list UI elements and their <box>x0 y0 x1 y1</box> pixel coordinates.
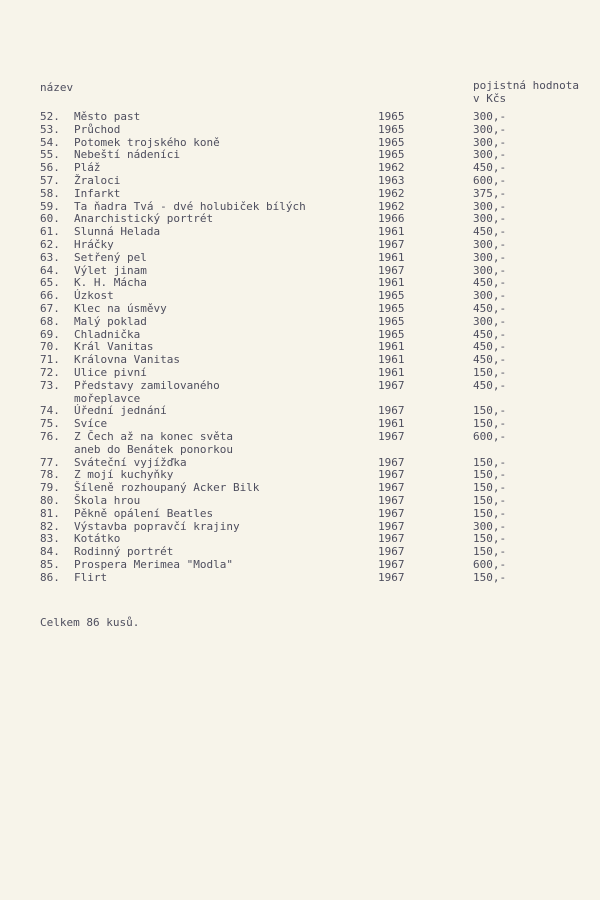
list-item <box>40 546 600 559</box>
item-number: 85. <box>40 557 60 571</box>
item-year: 1967 <box>378 237 405 251</box>
item-price: 150,- <box>473 455 507 469</box>
item-price: 150,- <box>473 404 507 418</box>
column-header-value-line1: pojistná hodnota <box>473 79 579 92</box>
item-number: 75. <box>40 417 60 431</box>
list-item <box>40 175 600 188</box>
item-price: 300,- <box>473 237 507 251</box>
item-year: 1965 <box>378 122 405 136</box>
item-year: 1967 <box>378 378 405 392</box>
list-item <box>40 277 600 290</box>
item-price: 150,- <box>473 417 507 431</box>
item-price: 300,- <box>473 148 507 162</box>
item-year: 1961 <box>378 340 405 354</box>
item-price: 600,- <box>473 173 507 187</box>
item-year: 1965 <box>378 289 405 303</box>
item-price: 300,- <box>473 314 507 328</box>
item-year: 1967 <box>378 532 405 546</box>
item-title: Setřený pel <box>74 250 147 264</box>
item-price: 450,- <box>473 301 507 315</box>
list-item <box>40 111 600 124</box>
item-year: 1967 <box>378 263 405 277</box>
item-title: Svíce <box>74 417 108 431</box>
item-year: 1962 <box>378 199 405 213</box>
item-price: 450,- <box>473 161 507 175</box>
item-title: Z Čech až na konec světa aneb do Benátek ponorkou <box>74 429 233 456</box>
item-title: Úřední jednání <box>74 404 167 418</box>
list-item <box>40 418 600 431</box>
item-number: 53. <box>40 122 60 136</box>
item-price: 300,- <box>473 122 507 136</box>
list-item <box>40 559 600 572</box>
item-number: 55. <box>40 148 60 162</box>
item-price: 300,- <box>473 212 507 226</box>
item-title: Město past <box>74 110 141 123</box>
column-header-value <box>473 80 579 106</box>
item-year: 1961 <box>378 250 405 264</box>
list-item <box>40 303 600 316</box>
item-price: 150,- <box>473 570 507 584</box>
item-number: 60. <box>40 212 60 226</box>
list-item <box>40 316 600 329</box>
item-number: 65. <box>40 276 60 290</box>
list-item <box>40 367 600 380</box>
item-year: 1967 <box>378 570 405 584</box>
list-item <box>40 380 600 406</box>
item-year: 1967 <box>378 519 405 533</box>
item-price: 450,- <box>473 353 507 367</box>
item-title: Král Vanitas <box>74 340 154 354</box>
item-price: 450,- <box>473 276 507 290</box>
item-number: 52. <box>40 110 60 123</box>
item-price: 300,- <box>473 110 507 123</box>
item-number: 67. <box>40 301 60 315</box>
item-number: 79. <box>40 481 60 495</box>
item-title: Prospera Merimea "Modla" <box>74 557 233 571</box>
item-price: 375,- <box>473 186 507 200</box>
item-year: 1967 <box>378 481 405 495</box>
item-price: 450,- <box>473 340 507 354</box>
item-year: 1961 <box>378 276 405 290</box>
item-number: 66. <box>40 289 60 303</box>
item-year: 1961 <box>378 417 405 431</box>
item-price: 450,- <box>473 378 507 392</box>
item-year: 1967 <box>378 493 405 507</box>
item-year: 1966 <box>378 212 405 226</box>
item-title: Ulice pivní <box>74 365 147 379</box>
item-number: 78. <box>40 468 60 482</box>
item-title: Hráčky <box>74 237 114 251</box>
total-count: Celkem 86 kusů. <box>40 616 140 629</box>
item-number: 63. <box>40 250 60 264</box>
artwork-list <box>40 111 600 584</box>
item-number: 68. <box>40 314 60 328</box>
item-title: Slunná Helada <box>74 225 161 239</box>
item-price: 150,- <box>473 468 507 482</box>
item-year: 1967 <box>378 429 405 443</box>
item-price: 300,- <box>473 519 507 533</box>
item-number: 70. <box>40 340 60 354</box>
item-price: 300,- <box>473 263 507 277</box>
item-year: 1967 <box>378 404 405 418</box>
item-title: K. H. Mácha <box>74 276 147 290</box>
item-year: 1967 <box>378 557 405 571</box>
item-number: 72. <box>40 365 60 379</box>
item-number: 69. <box>40 327 60 341</box>
item-year: 1963 <box>378 173 405 187</box>
list-item <box>40 572 600 585</box>
item-number: 83. <box>40 532 60 546</box>
list-item <box>40 124 600 137</box>
item-title: Potomek trojského koně <box>74 135 220 149</box>
column-header-name: název <box>40 81 74 94</box>
item-number: 59. <box>40 199 60 213</box>
item-title: Rodinný portrét <box>74 545 174 559</box>
item-number: 64. <box>40 263 60 277</box>
item-title: Šíleně rozhoupaný Acker Bilk <box>74 481 260 495</box>
item-title: Ta ňadra Tvá - dvé holubiček bílých <box>74 199 306 213</box>
item-title: Z mojí kuchyňky <box>74 468 174 482</box>
item-year: 1962 <box>378 161 405 175</box>
item-year: 1965 <box>378 327 405 341</box>
item-title: Úzkost <box>74 289 114 303</box>
item-title: Anarchistický portrét <box>74 212 214 226</box>
list-item <box>40 508 600 521</box>
item-title: Nebeští nádeníci <box>74 148 180 162</box>
item-price: 300,- <box>473 289 507 303</box>
list-item <box>40 431 600 457</box>
item-title: Žraloci <box>74 173 121 187</box>
item-year: 1967 <box>378 468 405 482</box>
item-number: 82. <box>40 519 60 533</box>
item-price: 150,- <box>473 493 507 507</box>
item-year: 1965 <box>378 314 405 328</box>
item-number: 56. <box>40 161 60 175</box>
item-title: Škola hrou <box>74 493 141 507</box>
item-title: Klec na úsměvy <box>74 301 167 315</box>
item-year: 1965 <box>378 148 405 162</box>
list-item <box>40 149 600 162</box>
item-title: Pěkně opálení Beatles <box>74 506 214 520</box>
item-number: 76. <box>40 429 60 443</box>
item-price: 450,- <box>473 327 507 341</box>
item-year: 1965 <box>378 110 405 123</box>
item-title: Kotátko <box>74 532 121 546</box>
item-number: 84. <box>40 545 60 559</box>
item-price: 150,- <box>473 365 507 379</box>
item-number: 80. <box>40 493 60 507</box>
item-number: 62. <box>40 237 60 251</box>
list-item <box>40 252 600 265</box>
list-item <box>40 482 600 495</box>
item-title: Královna Vanitas <box>74 353 180 367</box>
list-item <box>40 239 600 252</box>
item-title: Průchod <box>74 122 121 136</box>
item-title: Chladnička <box>74 327 141 341</box>
item-number: 54. <box>40 135 60 149</box>
item-price: 600,- <box>473 429 507 443</box>
item-year: 1967 <box>378 545 405 559</box>
item-price: 150,- <box>473 545 507 559</box>
item-price: 150,- <box>473 506 507 520</box>
item-number: 86. <box>40 570 60 584</box>
item-number: 71. <box>40 353 60 367</box>
item-number: 58. <box>40 186 60 200</box>
item-number: 61. <box>40 225 60 239</box>
item-price: 300,- <box>473 135 507 149</box>
list-item <box>40 405 600 418</box>
item-number: 74. <box>40 404 60 418</box>
item-title: Pláž <box>74 161 101 175</box>
list-item <box>40 521 600 534</box>
list-item <box>40 162 600 175</box>
item-title: Malý poklad <box>74 314 147 328</box>
item-year: 1961 <box>378 353 405 367</box>
item-number: 57. <box>40 173 60 187</box>
item-year: 1967 <box>378 455 405 469</box>
item-price: 300,- <box>473 199 507 213</box>
item-price: 150,- <box>473 532 507 546</box>
item-title: Flirt <box>74 570 108 584</box>
item-title: Sváteční vyjížďka <box>74 455 187 469</box>
list-item <box>40 226 600 239</box>
item-number: 73. <box>40 378 60 392</box>
item-year: 1961 <box>378 365 405 379</box>
item-title: Výstavba popravčí krajiny <box>74 519 240 533</box>
list-item <box>40 495 600 508</box>
item-title: Výlet jinam <box>74 263 147 277</box>
item-year: 1965 <box>378 135 405 149</box>
item-year: 1965 <box>378 301 405 315</box>
item-title: Představy zamilovaného mořeplavce <box>74 378 220 405</box>
list-item <box>40 188 600 201</box>
item-year: 1961 <box>378 225 405 239</box>
item-price: 300,- <box>473 250 507 264</box>
item-title: Infarkt <box>74 186 121 200</box>
item-year: 1967 <box>378 506 405 520</box>
item-number: 81. <box>40 506 60 520</box>
item-price: 150,- <box>473 481 507 495</box>
item-year: 1962 <box>378 186 405 200</box>
item-price: 450,- <box>473 225 507 239</box>
item-number: 77. <box>40 455 60 469</box>
item-price: 600,- <box>473 557 507 571</box>
column-header-value-line2: v Kčs <box>473 91 507 105</box>
